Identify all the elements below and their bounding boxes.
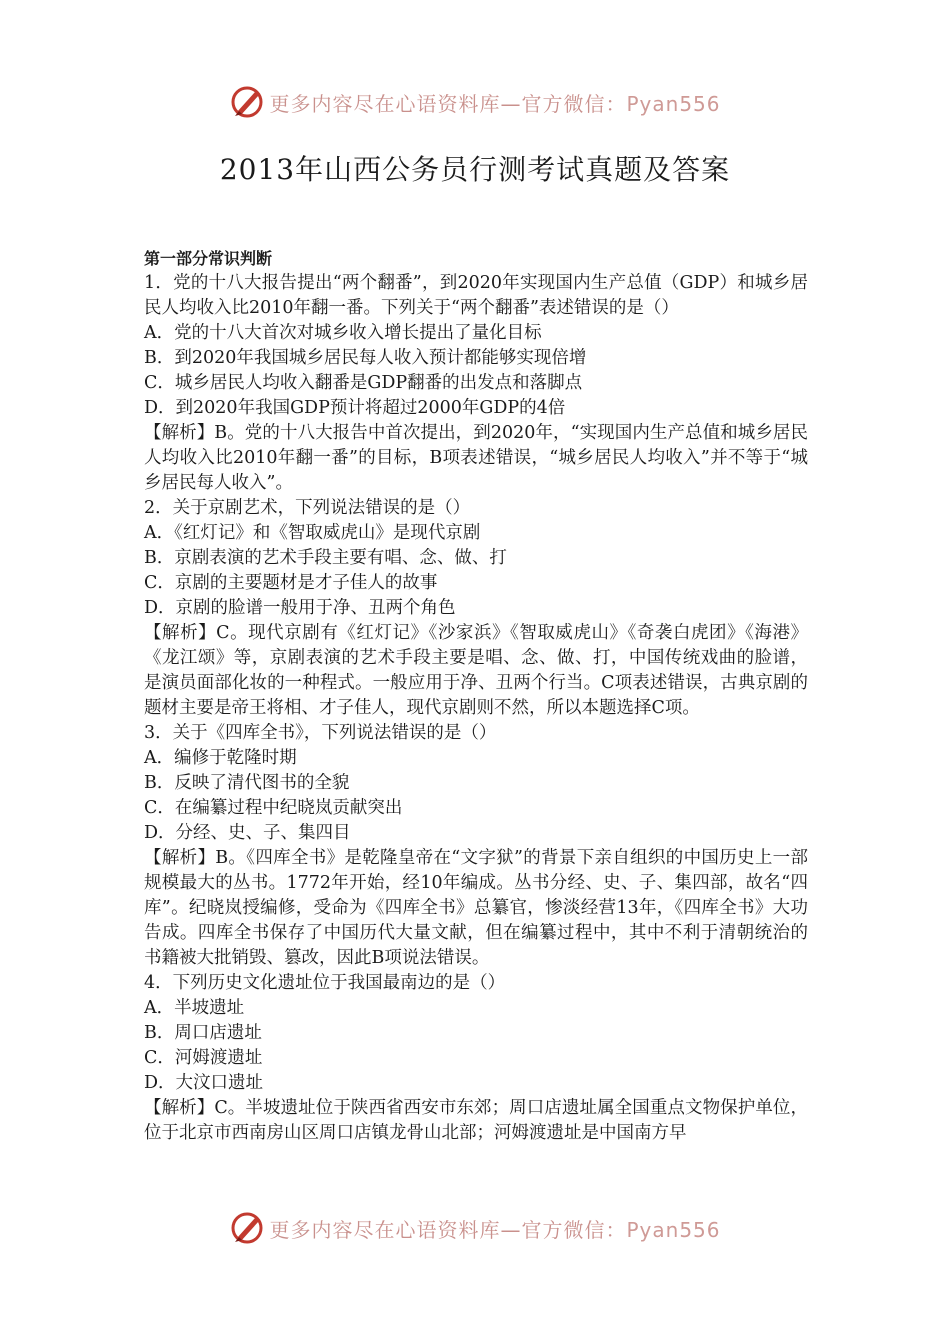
wechat-handle: Pyan556 (626, 91, 721, 116)
question-4: 4．下列历史文化遗址位于我国最南边的是（） (144, 973, 506, 993)
option-4c: C．河姆渡遗址 (144, 1048, 263, 1068)
option-4a: A．半坡遗址 (144, 998, 245, 1018)
footer-banner (0, 1208, 950, 1248)
question-2: 2．关于京剧艺术，下列说法错误的是（） (144, 498, 471, 518)
option-3b: B．反映了清代图书的全貌 (144, 773, 350, 793)
option-4b: B．周口店遗址 (144, 1023, 262, 1043)
option-3c: C．在编纂过程中纪晓岚贡献突出 (144, 798, 403, 818)
banner-text: 更多内容尽在心语资料库—官方微信：Pyan556 (269, 1217, 721, 1242)
option-2b: B．京剧表演的艺术手段主要有唱、念、做、打 (144, 548, 507, 568)
option-2c: C．京剧的主要题材是才子佳人的故事 (144, 573, 438, 593)
page-title: 2013年山西公务员行测考试真题及答案 (219, 153, 731, 186)
option-2a: A．《红灯记》和《智取威虎山》是现代京剧 (144, 523, 481, 543)
option-4d: D．大汶口遗址 (144, 1073, 264, 1093)
analysis-3: 【解析】B。《四库全书》是乾隆皇帝在“文字狱”的背景下亲自组织的中国历史上一部规模最大的丛书。1772年开始，经10年编成。丛书分经、史、子、集四部，故名“四库”。纪晓岚授编修，受命为《四库全书》总纂官，惨淡经营13年，《四库全书》大功告成。四库全书保存了中国历代大量文献，但在编纂过程中，其中不利于清朝统治的书籍被大批销毁、篡改，因此B项说法错误。 (144, 848, 808, 968)
analysis-4: 【解析】C。半坡遗址位于陕西省西安市东郊；周口店遗址属全国重点文物保护单位，位于北京市西南房山区周口店镇龙骨山北部；河姆渡遗址是中国南方早 (144, 1098, 808, 1143)
option-3d: D．分经、史、子、集四目 (144, 823, 351, 843)
header-banner (0, 82, 950, 122)
analysis-1: 【解析】B。党的十八大报告中首次提出，到2020年，“实现国内生产总值和城乡居民人均收入比2010年翻一番”的目标，B项表述错误，“城乡居民人均收入”并不等于“城乡居民每人收入”。 (144, 423, 808, 493)
option-2d: D．京剧的脸谱一般用于净、丑两个角色 (144, 598, 456, 618)
question-1: 1．党的十八大报告提出“两个翻番”，到2020年实现国内生产总值（GDP）和城乡居民人均收入比2010年翻一番。下列关于“两个翻番”表述错误的是（） (144, 273, 808, 318)
analysis-2: 【解析】C。现代京剧有《红灯记》《沙家浜》《智取威虎山》《奇袭白虎团》《海港》《龙江颂》等，京剧表演的艺术手段主要是唱、念、做、打，中国传统戏曲的脸谱，是演员面部化妆的一种程式。一般应用于净、丑两个行当。C项表述错误，古典京剧的题材主要是帝王将相、才子佳人，现代京剧则不然，所以本题选择C项。 (144, 623, 808, 718)
option-1d: D．到2020年我国GDP预计将超过2000年GDP的4倍 (144, 398, 566, 418)
document-body (144, 246, 808, 1146)
pen-logo-icon (229, 1210, 265, 1246)
option-1c: C．城乡居民人均收入翻番是GDP翻番的出发点和落脚点 (144, 373, 583, 393)
section-heading: 第一部分常识判断 (144, 249, 273, 268)
option-3a: A．编修于乾隆时期 (144, 748, 297, 768)
option-1b: B．到2020年我国城乡居民每人收入预计都能够实现倍增 (144, 348, 587, 368)
pen-logo-icon (229, 84, 265, 120)
wechat-handle: Pyan556 (626, 1217, 721, 1242)
question-3: 3．关于《四库全书》，下列说法错误的是（） (144, 723, 497, 743)
banner-text: 更多内容尽在心语资料库—官方微信：Pyan556 (269, 91, 721, 116)
option-1a: A．党的十八大首次对城乡收入增长提出了量化目标 (144, 323, 542, 343)
